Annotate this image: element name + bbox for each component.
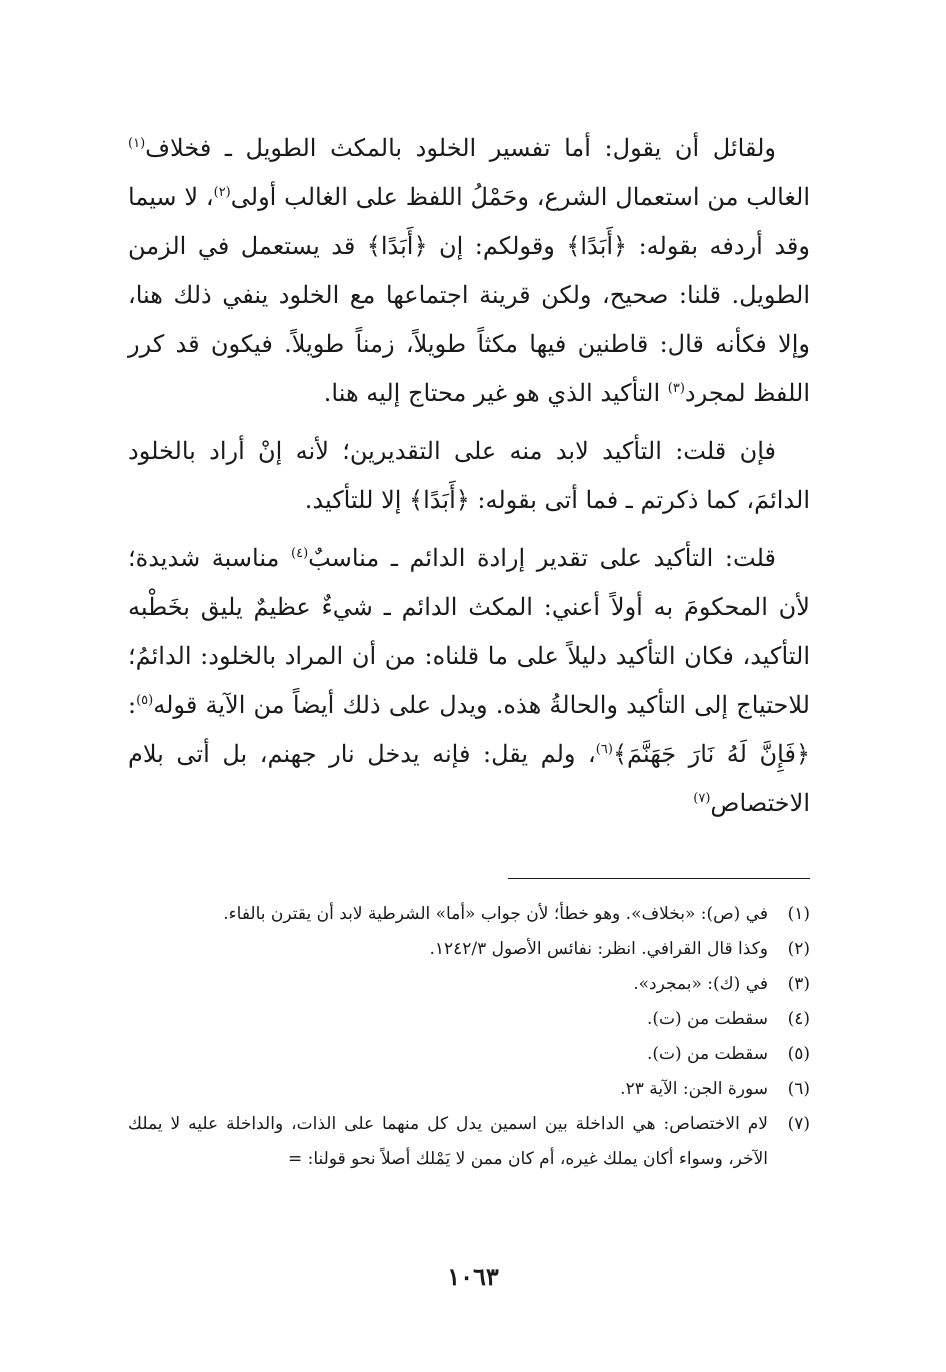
- footnote-1: [128, 897, 810, 932]
- paragraph-3: [128, 534, 810, 828]
- footnote-6: [128, 1072, 810, 1107]
- paragraph-3-text-4: ، ولم يقل: فإنه يدخل نار جهنم، بل أتى بلام الاختصاص: [128, 740, 810, 817]
- paragraph-1: [128, 124, 810, 418]
- paragraph-1-text-1: ولقائل أن يقول: أما تفسير الخلود بالمكث الطويل ـ فخلاف: [145, 134, 777, 162]
- footnote-ref-3: (٣): [667, 381, 685, 396]
- footnotes-list: [128, 897, 810, 1177]
- footnote-4: [128, 1002, 810, 1037]
- paragraph-1-text-2: الغالب من استعمال الشرع، وحَمْلُ اللفظ على الغالب أولى: [230, 183, 810, 211]
- footnote-number: (٦): [787, 1079, 810, 1099]
- footnote-7: [128, 1107, 810, 1177]
- paragraph-3-text-1: قلت: التأكيد على تقدير إرادة الدائم ـ مناسبٌ: [308, 544, 776, 572]
- paragraph-1-text-4: التأكيد الذي هو غير محتاج إليه هنا.: [323, 379, 668, 407]
- footnote-ref-6: (٦): [595, 742, 613, 757]
- paragraph-3-text-3: : ﴿فَإِنَّ لَهُ نَارَ جَهَنَّمَ﴾: [128, 691, 810, 768]
- main-text: [128, 124, 810, 837]
- footnote-3: [128, 967, 810, 1002]
- footnote-text: وكذا قال القرافي. انظر: نفائس الأصول ١٢٤٢/٣.: [429, 939, 768, 959]
- footnote-ref-5: (٥): [136, 693, 154, 708]
- footnote-5: [128, 1037, 810, 1072]
- footnote-number: (٢): [787, 939, 810, 959]
- footnote-number: (٤): [787, 1009, 810, 1029]
- footnote-text: في (ص): «بخلاف». وهو خطأ؛ لأن جواب «أما» الشرطية لابد أن يقترن بالفاء.: [223, 904, 768, 924]
- footnote-number: (١): [787, 904, 810, 924]
- footnote-ref-4: (٤): [291, 546, 309, 561]
- footnote-text: في (ك): «بمجرد».: [633, 974, 768, 994]
- paragraph-2-text-1: فإن قلت: التأكيد لابد منه على التقديرين؛ لأنه إنْ أراد بالخلود الدائمَ، كما ذكرتم ـ فما أتى بقوله: ﴿أَبَدًا﴾ إلا للتأكيد.: [128, 437, 810, 514]
- footnote-number: (٥): [787, 1044, 810, 1064]
- footnote-ref-1: (١): [128, 136, 146, 151]
- footnote-2: [128, 932, 810, 967]
- footnote-number: (٧): [787, 1114, 810, 1134]
- footnote-ref-7: (٧): [693, 791, 711, 806]
- footnote-ref-2: (٢): [213, 185, 231, 200]
- footnote-text: سقطت من (ت).: [646, 1044, 768, 1064]
- footnote-text: سقطت من (ت).: [646, 1009, 768, 1029]
- footnote-separator-line: [508, 878, 810, 879]
- footnote-text: لام الاختصاص: هي الداخلة بين اسمين يدل كل منهما على الذات، والداخلة عليه لا يملك الآخر، وسواء أكان يملك غيره، أم كان ممن لا يَمْلك أصلاً نحو قولنا: =: [128, 1114, 768, 1169]
- paragraph-1-text-3: ، لا سيما وقد أردفه بقوله: ﴿أَبَدًا﴾ وقولكم: إن ﴿أَبَدًا﴾ قد يستعمل في الزمن الطويل. قلنا: صحيح، ولكن قرينة اجتماعها مع الخلود ينفي ذلك هنا، وإلا فكأنه قال: قاطنين فيها مكثاً طويلاً، زمناً طويلاً. فيكون قد كرر اللفظ لمجرد: [128, 183, 810, 407]
- footnote-number: (٣): [787, 974, 810, 994]
- footnote-text: سورة الجن: الآية ٢٣.: [620, 1079, 768, 1099]
- paragraph-3-text-2: مناسبة شديدة؛ لأن المحكومَ به أولاً أعني: المكث الدائم ـ شيءٌ عظيمٌ يليق بخَطْبه التأكيد، فكان التأكيد دليلاً على ما قلناه: من أن المراد بالخلود: الدائمُ؛ للاحتياج إلى التأكيد والحالةُ هذه. ويدل على ذلك أيضاً من الآية قوله: [128, 544, 810, 719]
- page-number: ١٠٦٣: [447, 1262, 499, 1291]
- paragraph-2: [128, 427, 810, 525]
